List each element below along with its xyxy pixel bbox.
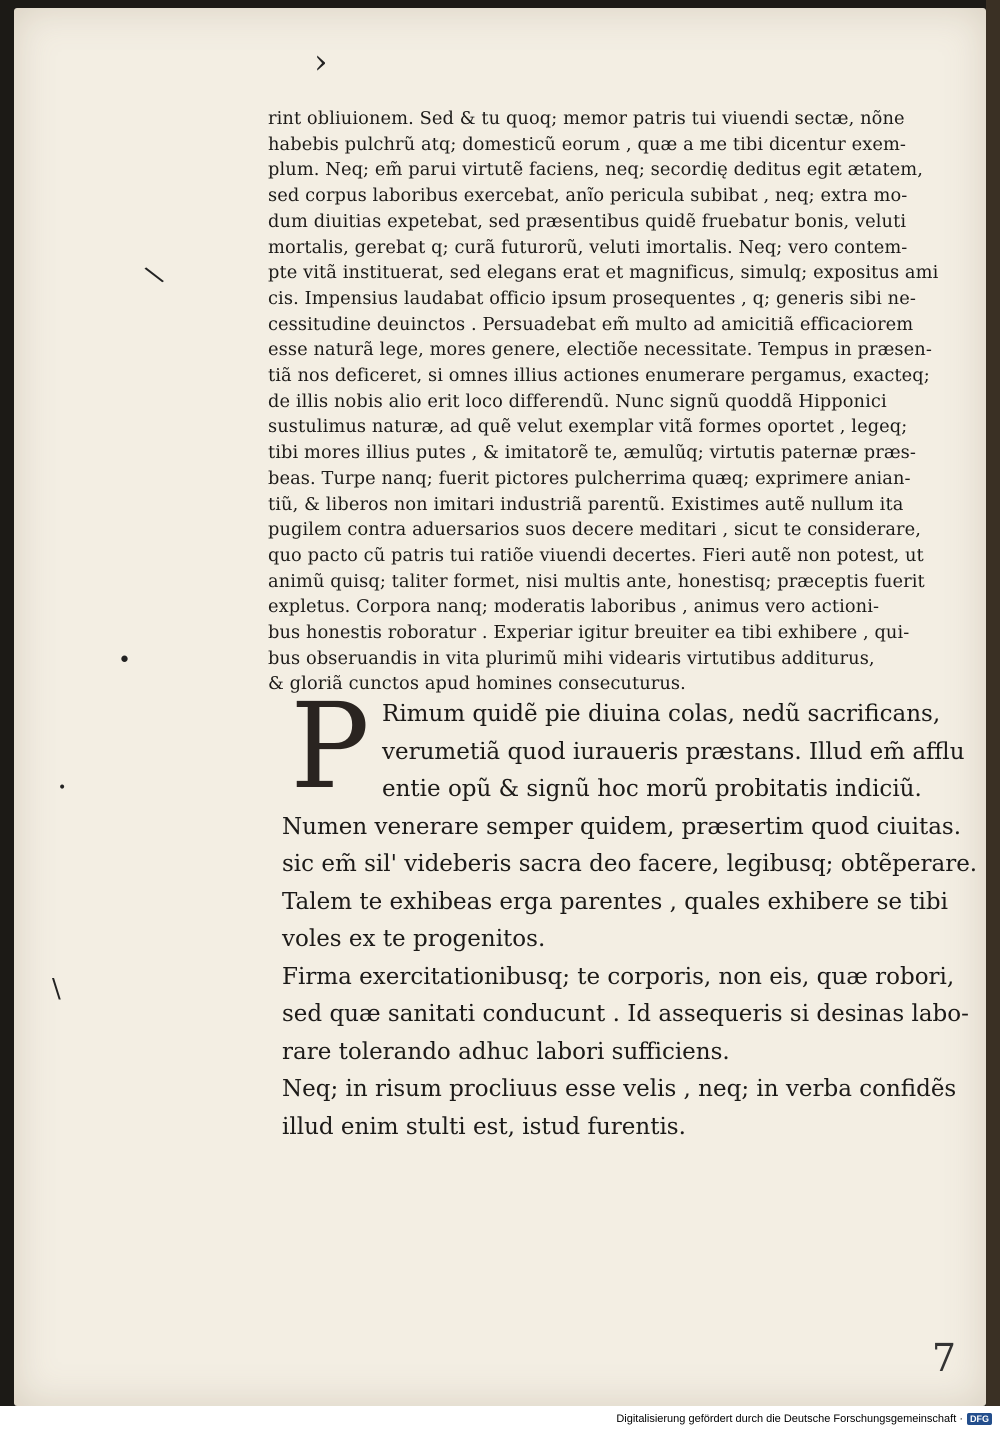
footer-text: Digitalisierung gefördert durch die Deutsche Forschungsgemeinschaft ·	[616, 1412, 963, 1425]
text-line: pugilem contra aduersarios suos decere meditari , sicut te considerare,	[268, 519, 922, 541]
footer-bar	[0, 1406, 1000, 1431]
ink-dot: •	[58, 780, 67, 796]
text-line: & gloriã cunctos apud homines consecuturus.	[268, 673, 686, 695]
decorated-initial: P	[290, 677, 370, 815]
text-line: bus honestis roboratur . Experiar igitur breuiter ea tibi exhibere , qui-	[268, 622, 910, 644]
text-line: Neq; in risum procliuus esse velis , neq; in verba confidẽs	[282, 1076, 957, 1102]
text-line: voles ex te progenitos.	[282, 926, 546, 952]
text-line: tiũ, & liberos non imitari industriã parentũ. Existimes autẽ nullum ita	[268, 493, 904, 515]
text-line: verumetiã quod iuraueris præstans. Illud em̃ afflu	[382, 738, 965, 765]
text-line: beas. Turpe nanq; fuerit pictores pulcherrima quæq; exprimere anian-	[268, 467, 911, 489]
text-line: habebis pulchrũ atq; domesticũ eorum , quæ a me tibi dicentur exem-	[268, 133, 907, 155]
text-line: plum. Neq; em̃ parui virtutẽ faciens, neq; secordię deditus egit ætatem,	[268, 159, 924, 181]
text-line: illud enim stulti est, istud furentis.	[282, 1113, 686, 1140]
manuscript-page	[14, 8, 986, 1406]
text-line: rare tolerando adhuc labori sufficiens.	[282, 1038, 730, 1065]
top-mark: ›	[314, 42, 328, 82]
text-line: pte vitã instituerat, sed elegans erat et magnificus, simulq; expositus ami	[268, 262, 939, 284]
text-line: expletus. Corpora nanq; moderatis laboribus , animus vero actioni-	[268, 596, 880, 618]
text-line: tibi mores illius putes , & imitatorẽ te, æmulũq; virtutis paternæ præs-	[268, 442, 916, 464]
page-signature: 7	[931, 1336, 956, 1380]
text-line: sed quæ sanitati conducunt . Id assequeris si desinas labo-	[282, 1001, 969, 1027]
text-line: Numen venerare semper quidem, præsertim quod ciuitas.	[282, 813, 962, 840]
text-line: dum diuitias expetebat, sed præsentibus quidẽ fruebatur bonis, veluti	[268, 210, 907, 232]
text-line: cis. Impensius laudabat officio ipsum prosequentes , q; generis sibi ne-	[268, 287, 916, 309]
text-line: cessitudine deuinctos . Persuadebat em̃ multo ad amicitiã efficaciorem	[268, 313, 914, 335]
text-line: entie opũ & signũ hoc morũ probitatis indiciũ.	[382, 776, 922, 802]
ink-mark: \	[142, 260, 167, 290]
text-line: quo pacto cũ patris tui ratiõe viuendi decertes. Fieri autẽ non potest, ut	[268, 544, 924, 566]
dfg-logo: DFG	[967, 1413, 992, 1425]
text-line: rint obliuionem. Sed & tu quoq; memor patris tui viuendi sectæ, nõne	[268, 108, 905, 129]
book-edge	[986, 0, 1000, 1406]
text-line: esse naturã lege, mores genere, electiõe necessitate. Tempus in præsen-	[268, 339, 932, 361]
text-line: Firma exercitationibusq; te corporis, non eis, quæ robori,	[282, 963, 955, 990]
text-line: bus obseruandis in vita plurimũ mihi videaris virtutibus additurus,	[268, 647, 875, 669]
text-line: mortalis, gerebat q; curã futurorũ, veluti imortalis. Neq; vero contem-	[268, 236, 908, 258]
text-line: Rimum quidẽ pie diuina colas, nedũ sacrificans,	[382, 701, 941, 727]
text-line: sed corpus laboribus exercebat, anĩo pericula subibat , neq; extra mo-	[268, 185, 908, 207]
body-text-small	[268, 106, 958, 697]
text-line: animũ quisq; taliter formet, nisi multis ante, honestisq; præceptis fuerit	[268, 570, 925, 592]
text-line: sic em̃ sil' videberis sacra deo facere, legibusq; obtẽperare.	[282, 851, 978, 877]
ink-dot: •	[118, 648, 131, 673]
ink-mark: \	[52, 974, 61, 1004]
text-line: sustulimus naturæ, ad quẽ velut exemplar vitã formes oportet , legeq;	[268, 416, 908, 438]
text-line: tiã nos deficeret, si omnes illius actiones enumerare pergamus, exacteq;	[268, 365, 930, 387]
text-line: Talem te exhibeas erga parentes , quales exhibere se tibi	[282, 888, 948, 915]
text-line: de illis nobis alio erit loco differendũ. Nunc signũ quoddã Hipponici	[268, 390, 887, 412]
